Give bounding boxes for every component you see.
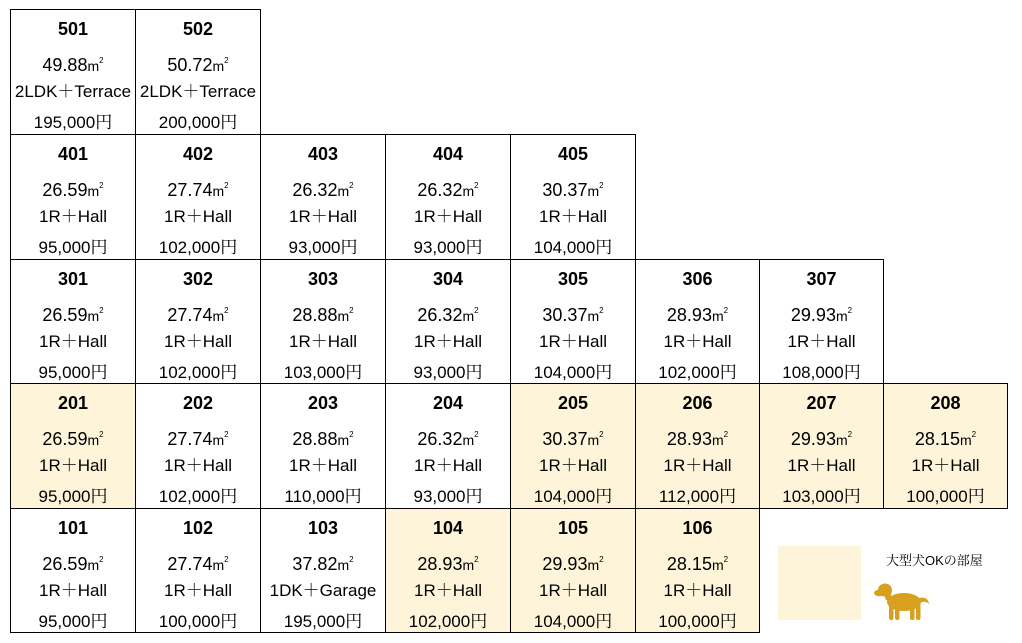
room-number: 103 xyxy=(307,518,339,538)
room-area xyxy=(511,544,635,575)
room-area-value: 29.93 xyxy=(790,429,836,449)
room-area-value: 49.88 xyxy=(42,55,88,75)
room-number: 102 xyxy=(182,518,214,538)
room-cell-104 xyxy=(385,508,511,633)
room-area-value: 26.59 xyxy=(42,180,88,200)
room-layout: 1R＋Hall xyxy=(413,581,483,600)
room-area-unit: m xyxy=(212,432,225,448)
room-layout: 1R＋Hall xyxy=(163,581,233,600)
room-layout: 1R＋Hall xyxy=(163,456,233,475)
room-area-unit: m xyxy=(337,183,350,199)
room-rent: 93,000円 xyxy=(288,238,358,257)
room-area-unit: m xyxy=(337,432,350,448)
square-superscript: 2 xyxy=(99,430,104,439)
room-layout: 1R＋Hall xyxy=(38,456,108,475)
square-superscript: 2 xyxy=(474,306,479,315)
room-cell-502 xyxy=(135,9,261,135)
room-area xyxy=(884,419,1007,450)
room-cell-103 xyxy=(260,508,386,633)
room-area-value: 28.93 xyxy=(417,554,463,574)
room-area xyxy=(760,295,883,326)
room-area-unit: m xyxy=(212,183,225,199)
room-cell-101 xyxy=(10,508,136,633)
room-area-unit: m xyxy=(587,557,600,573)
square-superscript: 2 xyxy=(474,430,479,439)
room-area xyxy=(511,295,635,326)
room-area-unit: m xyxy=(337,557,350,573)
room-layout: 1R＋Hall xyxy=(163,332,233,351)
room-layout: 1R＋Hall xyxy=(38,332,108,351)
square-superscript: 2 xyxy=(847,430,853,439)
room-area-unit: m xyxy=(587,432,600,448)
room-area-value: 29.93 xyxy=(790,305,836,325)
room-number: 208 xyxy=(930,393,961,413)
room-cell-204 xyxy=(385,383,511,509)
room-rent: 200,000円 xyxy=(158,113,238,132)
square-superscript: 2 xyxy=(599,555,604,564)
square-superscript: 2 xyxy=(599,430,604,439)
room-rent: 93,000円 xyxy=(413,363,483,382)
room-number: 305 xyxy=(557,269,589,289)
room-area-unit: m xyxy=(711,308,724,324)
square-superscript: 2 xyxy=(224,430,229,439)
room-layout: 1R＋Hall xyxy=(413,456,483,475)
room-cell-208 xyxy=(883,383,1008,509)
room-cell-105 xyxy=(510,508,636,633)
room-layout: 1R＋Hall xyxy=(538,581,608,600)
room-area xyxy=(11,544,135,575)
room-area-value: 50.72 xyxy=(167,55,213,75)
room-layout: 1R＋Hall xyxy=(288,456,358,475)
room-layout: 1R＋Hall xyxy=(787,332,856,351)
room-area-value: 28.88 xyxy=(292,305,338,325)
room-area-unit: m xyxy=(587,183,600,199)
room-cell-301 xyxy=(10,259,136,384)
square-superscript: 2 xyxy=(349,181,354,190)
room-area-value: 27.74 xyxy=(167,554,213,574)
room-rent: 102,000円 xyxy=(658,363,737,382)
room-rent: 102,000円 xyxy=(158,238,238,257)
room-area-unit: m xyxy=(711,432,724,448)
room-layout: 1R＋Hall xyxy=(38,207,108,226)
room-area xyxy=(760,419,883,450)
room-number: 201 xyxy=(57,393,89,413)
room-cell-302 xyxy=(135,259,261,384)
room-cell-304 xyxy=(385,259,511,384)
room-area-unit: m xyxy=(711,557,724,573)
room-rent: 102,000円 xyxy=(408,612,488,631)
room-number: 501 xyxy=(57,19,89,39)
room-area-unit: m xyxy=(87,308,100,324)
room-number: 502 xyxy=(182,19,214,39)
room-area-value: 26.32 xyxy=(417,305,463,325)
legend-label: 大型犬OKの部屋 xyxy=(886,553,983,568)
room-area xyxy=(136,419,260,450)
room-number: 301 xyxy=(57,269,89,289)
room-layout: 2LDK＋Terrace xyxy=(14,82,132,101)
room-rent: 104,000円 xyxy=(533,612,613,631)
room-cell-102 xyxy=(135,508,261,633)
room-number: 307 xyxy=(806,269,837,289)
room-area xyxy=(261,170,385,201)
room-area xyxy=(11,45,135,76)
square-superscript: 2 xyxy=(847,306,853,315)
room-area-unit: m xyxy=(212,557,225,573)
room-area-unit: m xyxy=(87,183,100,199)
room-cell-307 xyxy=(759,259,884,384)
room-layout: 2LDK＋Terrace xyxy=(139,82,257,101)
room-number: 105 xyxy=(557,518,589,538)
square-superscript: 2 xyxy=(99,56,104,65)
room-layout: 1DK＋Garage xyxy=(269,581,377,600)
room-layout: 1R＋Hall xyxy=(663,332,732,351)
room-number: 204 xyxy=(432,393,464,413)
room-cell-203 xyxy=(260,383,386,509)
square-superscript: 2 xyxy=(224,555,229,564)
room-cell-106 xyxy=(635,508,760,633)
square-superscript: 2 xyxy=(224,181,229,190)
room-area-value: 28.93 xyxy=(666,305,712,325)
room-number: 106 xyxy=(682,518,713,538)
room-area-unit: m xyxy=(337,308,350,324)
room-area-unit: m xyxy=(462,432,475,448)
room-number: 303 xyxy=(307,269,339,289)
room-layout: 1R＋Hall xyxy=(288,207,358,226)
room-area-value: 26.32 xyxy=(417,180,463,200)
room-area-value: 26.59 xyxy=(42,429,88,449)
room-area xyxy=(386,419,510,450)
room-rent: 100,000円 xyxy=(658,612,737,631)
room-area xyxy=(11,170,135,201)
square-superscript: 2 xyxy=(474,555,479,564)
room-area xyxy=(386,544,510,575)
room-rent: 102,000円 xyxy=(158,487,238,506)
room-area-unit: m xyxy=(87,557,100,573)
room-area-value: 27.74 xyxy=(167,305,213,325)
room-area-value: 26.32 xyxy=(292,180,338,200)
room-area xyxy=(636,544,759,575)
room-rent: 104,000円 xyxy=(533,487,613,506)
room-rent: 103,000円 xyxy=(283,363,363,382)
room-area-value: 28.93 xyxy=(666,429,712,449)
room-area-value: 28.15 xyxy=(914,429,960,449)
room-rent: 104,000円 xyxy=(533,363,613,382)
room-area xyxy=(136,45,260,76)
room-area-value: 27.74 xyxy=(167,180,213,200)
room-layout: 1R＋Hall xyxy=(38,581,108,600)
room-number: 205 xyxy=(557,393,589,413)
room-area-value: 30.37 xyxy=(542,429,588,449)
room-area xyxy=(511,419,635,450)
room-area xyxy=(136,544,260,575)
room-area-value: 26.59 xyxy=(42,305,88,325)
room-rent: 100,000円 xyxy=(158,612,238,631)
room-layout: 1R＋Hall xyxy=(163,207,233,226)
room-area-unit: m xyxy=(462,557,475,573)
room-area-unit: m xyxy=(835,308,848,324)
room-area-unit: m xyxy=(462,308,475,324)
room-area xyxy=(636,295,759,326)
room-rent: 95,000円 xyxy=(38,238,108,257)
room-area-unit: m xyxy=(87,432,100,448)
room-number: 304 xyxy=(432,269,464,289)
room-cell-303 xyxy=(260,259,386,384)
room-layout: 1R＋Hall xyxy=(911,456,980,475)
room-area-value: 28.15 xyxy=(666,554,712,574)
square-superscript: 2 xyxy=(349,555,354,564)
room-cell-201 xyxy=(10,383,136,509)
room-layout: 1R＋Hall xyxy=(663,581,732,600)
room-layout: 1R＋Hall xyxy=(663,456,732,475)
room-area-value: 30.37 xyxy=(542,305,588,325)
room-rent: 195,000円 xyxy=(283,612,363,631)
square-superscript: 2 xyxy=(99,306,104,315)
room-rent: 112,000円 xyxy=(658,487,737,506)
room-area xyxy=(11,419,135,450)
room-rent: 100,000円 xyxy=(906,487,985,506)
room-layout: 1R＋Hall xyxy=(413,332,483,351)
room-number: 405 xyxy=(557,144,589,164)
room-area xyxy=(386,170,510,201)
square-superscript: 2 xyxy=(723,555,729,564)
square-superscript: 2 xyxy=(99,555,104,564)
room-area-unit: m xyxy=(587,308,600,324)
room-layout: 1R＋Hall xyxy=(288,332,358,351)
square-superscript: 2 xyxy=(474,181,479,190)
room-cell-401 xyxy=(10,134,136,260)
room-cell-306 xyxy=(635,259,760,384)
room-layout: 1R＋Hall xyxy=(413,207,483,226)
room-area xyxy=(261,544,385,575)
room-cell-403 xyxy=(260,134,386,260)
room-layout: 1R＋Hall xyxy=(538,332,608,351)
room-rent: 93,000円 xyxy=(413,238,483,257)
room-number: 402 xyxy=(182,144,214,164)
room-rent: 104,000円 xyxy=(533,238,613,257)
square-superscript: 2 xyxy=(349,430,354,439)
room-cell-402 xyxy=(135,134,261,260)
square-superscript: 2 xyxy=(349,306,354,315)
room-area xyxy=(636,419,759,450)
room-rent: 110,000円 xyxy=(284,487,362,506)
room-number: 203 xyxy=(307,393,339,413)
room-area-value: 37.82 xyxy=(292,554,338,574)
room-rent: 108,000円 xyxy=(782,363,861,382)
room-rent: 103,000円 xyxy=(782,487,861,506)
room-layout: 1R＋Hall xyxy=(787,456,856,475)
legend-swatch xyxy=(778,546,861,620)
room-area xyxy=(511,170,635,201)
room-area-value: 26.59 xyxy=(42,554,88,574)
square-superscript: 2 xyxy=(99,181,104,190)
room-rent: 95,000円 xyxy=(38,487,108,506)
room-cell-501 xyxy=(10,9,136,135)
room-area-unit: m xyxy=(212,308,225,324)
room-area-unit: m xyxy=(462,183,475,199)
room-number: 101 xyxy=(57,518,89,538)
room-rent: 95,000円 xyxy=(38,612,108,631)
room-number: 104 xyxy=(432,518,464,538)
room-number: 401 xyxy=(57,144,89,164)
room-number: 202 xyxy=(182,393,214,413)
room-layout: 1R＋Hall xyxy=(538,456,608,475)
room-area xyxy=(136,170,260,201)
room-area-value: 30.37 xyxy=(542,180,588,200)
room-cell-305 xyxy=(510,259,636,384)
room-area xyxy=(11,295,135,326)
room-area-value: 26.32 xyxy=(417,429,463,449)
square-superscript: 2 xyxy=(723,306,729,315)
room-area-value: 29.93 xyxy=(542,554,588,574)
square-superscript: 2 xyxy=(971,430,977,439)
square-superscript: 2 xyxy=(599,306,604,315)
room-area-unit: m xyxy=(212,58,225,74)
room-area xyxy=(261,295,385,326)
room-rent: 195,000円 xyxy=(33,113,113,132)
room-cell-202 xyxy=(135,383,261,509)
room-number: 403 xyxy=(307,144,339,164)
room-number: 206 xyxy=(682,393,713,413)
room-number: 207 xyxy=(806,393,837,413)
room-area xyxy=(386,295,510,326)
room-cell-206 xyxy=(635,383,760,509)
room-area-unit: m xyxy=(87,58,100,74)
room-area-value: 27.74 xyxy=(167,429,213,449)
room-area-unit: m xyxy=(835,432,848,448)
room-rent: 102,000円 xyxy=(158,363,238,382)
room-area xyxy=(261,419,385,450)
dog-icon xyxy=(874,578,930,622)
room-area xyxy=(136,295,260,326)
room-cell-205 xyxy=(510,383,636,509)
room-number: 404 xyxy=(432,144,464,164)
square-superscript: 2 xyxy=(224,56,229,65)
room-number: 306 xyxy=(682,269,713,289)
room-cell-404 xyxy=(385,134,511,260)
room-cell-405 xyxy=(510,134,636,260)
room-rent: 95,000円 xyxy=(38,363,108,382)
room-number: 302 xyxy=(182,269,214,289)
square-superscript: 2 xyxy=(599,181,604,190)
room-area-value: 28.88 xyxy=(292,429,338,449)
square-superscript: 2 xyxy=(224,306,229,315)
room-rent: 93,000円 xyxy=(413,487,483,506)
square-superscript: 2 xyxy=(723,430,729,439)
room-area-unit: m xyxy=(959,432,972,448)
room-cell-207 xyxy=(759,383,884,509)
room-layout: 1R＋Hall xyxy=(538,207,608,226)
